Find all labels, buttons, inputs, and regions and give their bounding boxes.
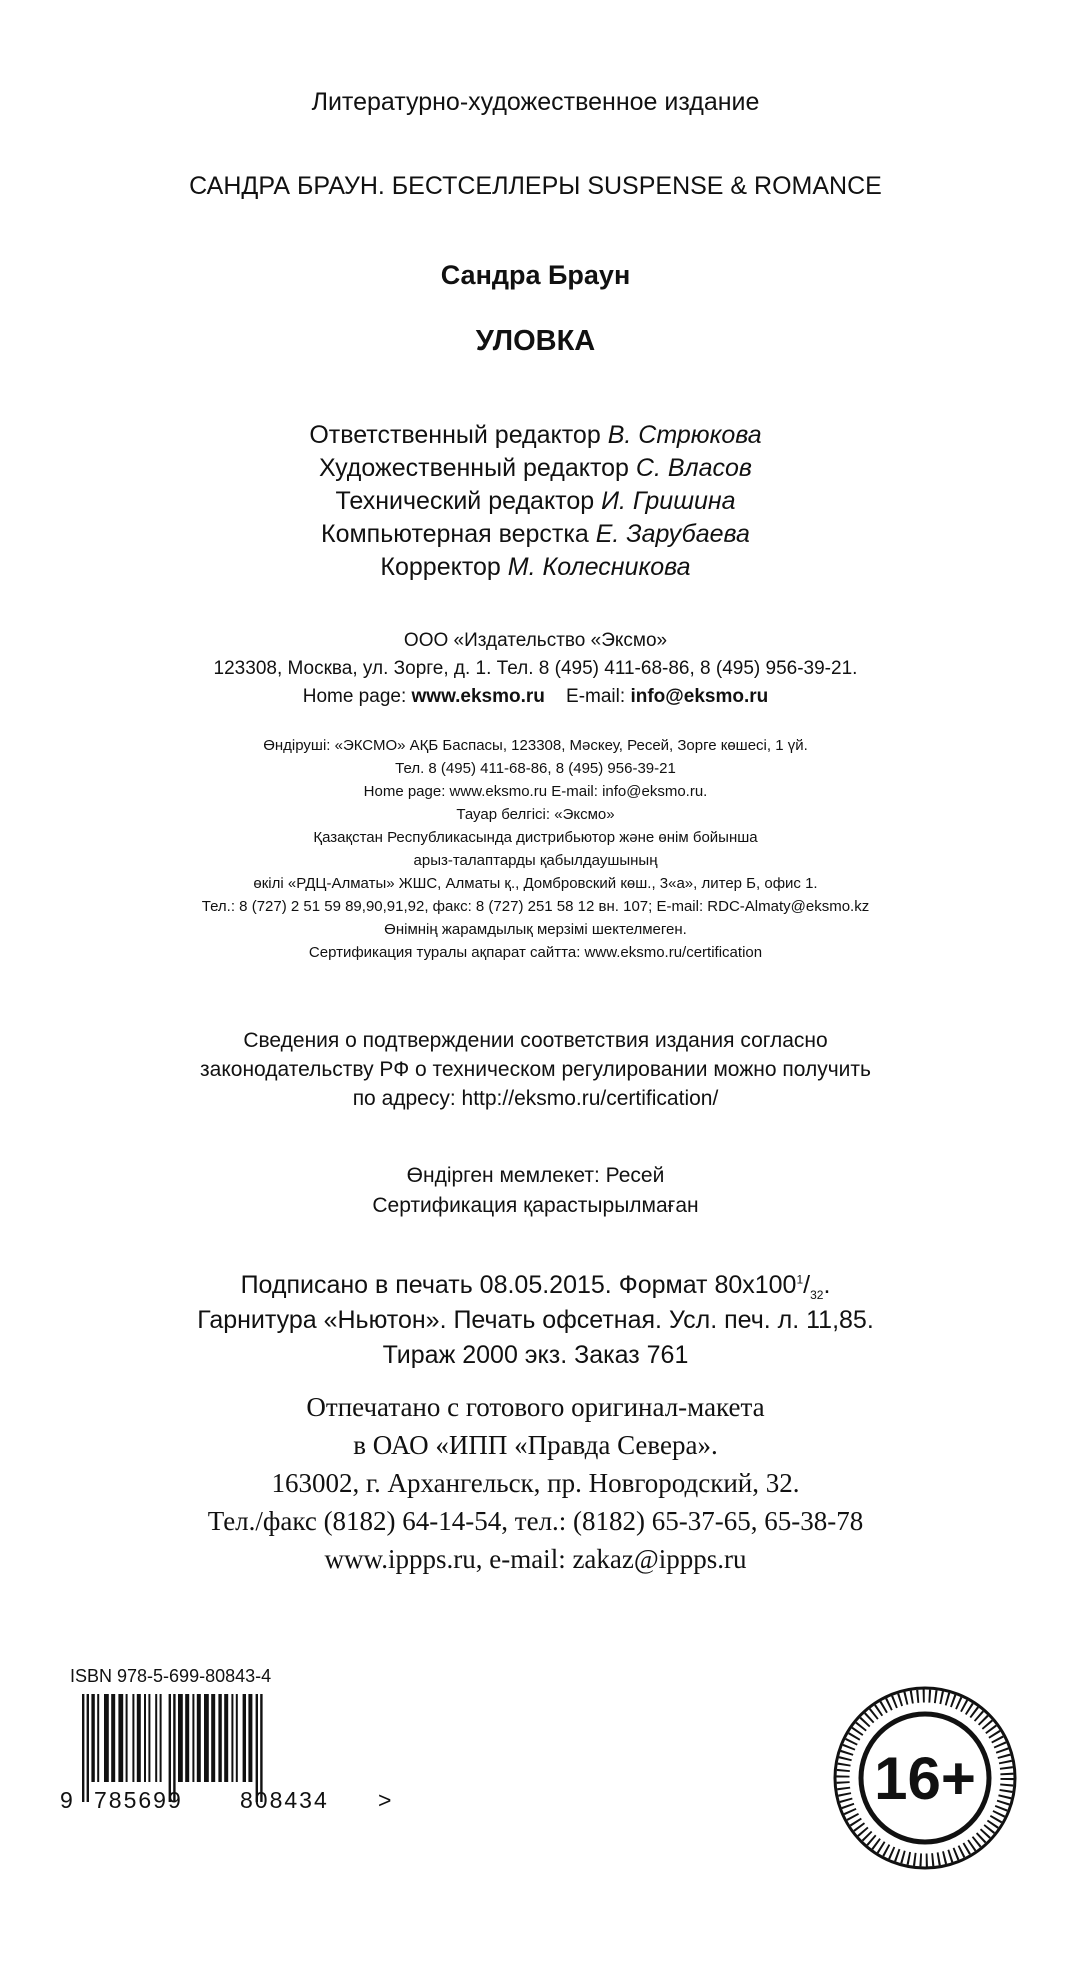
certification-line: по адресу: http://eksmo.ru/certification/: [352, 1087, 719, 1110]
kazakh-line: Сертификация туралы ақпарат сайтта: www.eksmo.ru/certification: [308, 944, 763, 961]
barcode-bar: [132, 1694, 134, 1782]
printer-line: www.ippps.ru, e-mail: zakaz@ippps.ru: [324, 1544, 747, 1574]
barcode-bar: [169, 1694, 171, 1802]
barcode-digit-first: 9: [60, 1787, 73, 1813]
certification-line: законодательству РФ о техническом регулировании можно получить: [200, 1058, 871, 1081]
isbn-label: ISBN 978-5-699-80843-4: [70, 1666, 272, 1686]
barcode-bar: [211, 1694, 215, 1782]
origin-line: Сертификация қарастырылмаған: [372, 1194, 699, 1217]
barcode-bar: [155, 1694, 157, 1782]
typeface-line: Гарнитура «Ньютон». Печать офсетная. Усл. печ. л. 11,85.: [197, 1306, 874, 1334]
kazakh-line: өкілі «РДЦ-Алматы» ЖШС, Алматы қ., Домбровский көш., 3«а», литер Б, офис 1.: [253, 875, 818, 892]
barcode-bars: [82, 1694, 263, 1802]
barcode-quiet-mark: >: [378, 1787, 392, 1813]
kazakh-line: Home page: www.eksmo.ru E-mail: info@eksmo.ru.: [363, 783, 708, 800]
isbn-barcode: [60, 1694, 390, 1814]
barcode-bar: [160, 1694, 162, 1782]
printer-line: в ОАО «ИПП «Правда Севера».: [353, 1430, 718, 1460]
staff-name: Е. Зарубаева: [595, 520, 750, 548]
signed-to-print: Подписано в печать 08.05.2015. Формат $80x100^1/_{32}$.: [240, 1271, 831, 1302]
barcode-bar: [82, 1694, 84, 1802]
staff-line: [0, 487, 1071, 516]
barcode-bar: [248, 1694, 252, 1782]
staff-name: В. Стрюкова: [607, 421, 762, 449]
staff-role: Компьютерная верстка: [321, 520, 589, 548]
barcode-bar: [192, 1694, 194, 1782]
barcode-bar: [137, 1694, 141, 1782]
barcode-digits-right: 808434: [240, 1787, 329, 1813]
barcode-bar: [224, 1694, 228, 1782]
barcode-bar: [218, 1694, 221, 1782]
printer-line: 163002, г. Архангельск, пр. Новгородский, 32.: [271, 1468, 800, 1498]
staff-role: Ответственный редактор: [309, 421, 601, 449]
staff-name: С. Власов: [635, 454, 752, 482]
barcode-bar: [204, 1694, 209, 1782]
kazakh-line: Тел. 8 (495) 411-68-86, 8 (495) 956-39-21: [395, 760, 676, 777]
kazakh-line: Тел.: 8 (727) 2 51 59 89,90,91,92, факс: 8 (727) 251 58 12 вн. 107; E-mail: RDC-Almaty@eksmo.kz: [201, 898, 870, 915]
edition-type: Литературно-художественное издание: [311, 88, 760, 116]
staff-role: Технический редактор: [335, 487, 595, 515]
printer-line: Отпечатано с готового оригинал-макета: [306, 1392, 765, 1422]
barcode-bar: [185, 1694, 189, 1782]
barcode-bar: [243, 1694, 246, 1782]
publisher-address: 123308, Москва, ул. Зорге, д. 1. Тел. 8 (495) 411-68-86, 8 (495) 956-39-21.: [213, 658, 858, 679]
kazakh-line: Өндіруші: «ЭКСМО» АҚБ Баспасы, 123308, Мәскеу, Ресей, Зорге көшесі, 1 үй.: [263, 737, 808, 754]
barcode-bar: [144, 1694, 146, 1782]
barcode-bar: [256, 1694, 258, 1802]
barcode-bar: [118, 1694, 123, 1782]
barcode-bar: [97, 1694, 99, 1782]
staff-name: И. Гришина: [601, 487, 736, 515]
barcode-bar: [111, 1694, 115, 1782]
origin-line: Өндірген мемлекет: Ресей: [406, 1164, 665, 1187]
publisher-name: ООО «Издательство «Эксмо»: [403, 630, 668, 651]
staff-role: Корректор: [380, 553, 501, 581]
barcode-bar: [197, 1694, 201, 1782]
publisher-contacts: Home page: www.eksmo.ru E-mail: info@eksmo.ru: [302, 686, 769, 707]
age-rating-label: 16+: [874, 1745, 976, 1812]
barcode-bar: [91, 1694, 94, 1782]
barcode-bar: [104, 1694, 109, 1782]
series-title: САНДРА БРАУН. БЕСТСЕЛЛЕРЫ SUSPENSE & ROMANCE: [189, 172, 882, 200]
barcode-bar: [173, 1694, 175, 1802]
staff-line: [0, 421, 1071, 450]
barcode-bar: [148, 1694, 150, 1782]
kazakh-line: Қазақстан Республикасында дистрибьютор және өнім бойынша: [313, 829, 758, 846]
kazakh-line: арыз-талаптарды қабылдаушының: [413, 852, 658, 869]
barcode-bar: [236, 1694, 238, 1782]
publisher-home-link[interactable]: www.eksmo.ru: [411, 686, 545, 707]
kazakh-line: Өнімнің жарамдылық мерзімі шектелмеген.: [384, 921, 687, 938]
staff-role: Художественный редактор: [319, 454, 629, 482]
barcode-bar: [126, 1694, 128, 1782]
certification-line: Сведения о подтверждении соответствия издания согласно: [243, 1029, 828, 1052]
barcode-bar: [87, 1694, 89, 1802]
barcode-digits-left: 785699: [94, 1787, 183, 1813]
staff-line: [0, 520, 1071, 549]
kazakh-line: Тауар белгісі: «Эксмо»: [456, 806, 615, 823]
staff-line: [0, 454, 1071, 483]
author-name: Сандра Браун: [440, 260, 631, 290]
book-title: УЛОВКА: [475, 325, 596, 357]
printer-line: Тел./факс (8182) 64-14-54, тел.: (8182) 65-37-65, 65-38-78: [207, 1506, 864, 1536]
staff-name: М. Колесникова: [507, 553, 691, 581]
barcode-bar: [231, 1694, 233, 1782]
print-run-line: Тираж 2000 экз. Заказ 761: [382, 1341, 689, 1369]
barcode-bar: [178, 1694, 183, 1782]
age-rating-badge: [830, 1683, 1020, 1873]
barcode-bar: [260, 1694, 262, 1802]
staff-line: [0, 553, 1071, 582]
publisher-email-link[interactable]: info@eksmo.ru: [630, 686, 769, 707]
